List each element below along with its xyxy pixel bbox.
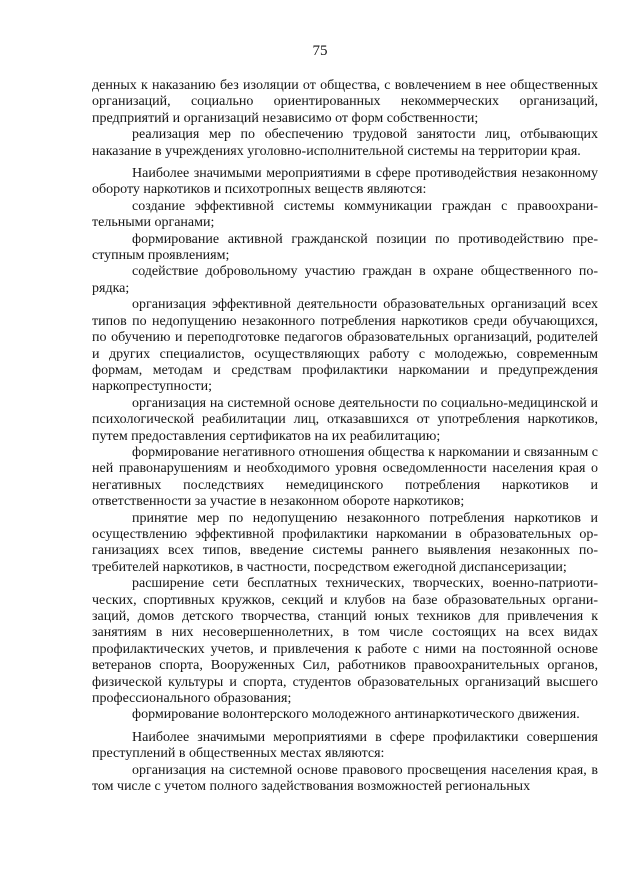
paragraph-negative-attitude: формирование негативного отношения общества к наркомании и связанным с ней правонарушениям и необходимого уровня осведомленности населения края о негативных последствиях немедицинского потребления наркотиков и ответственности за участие в незаконном обороте наркотиков;	[92, 444, 598, 510]
document-body	[92, 78, 598, 795]
paragraph-employment-measures: реализация мер по обеспечению трудовой занятости лиц, отбывающих наказание в учреждениях уголовно-исполнительной системы на территории края.	[92, 127, 598, 159]
paragraph-prevention-schools: принятие мер по недопущению незаконного потребления наркотиков и осуществлению эффективной профилактики наркомании в образовательных организациях всех типов, введение системы раннего выявления незаконных потребителей наркотиков, в частности, посредством ежегодной диспансеризации;	[92, 510, 598, 575]
paragraph-public-places-intro: Наиболее значимыми мероприятиями в сфере профилактики совершения преступлений в общественных местах являются:	[92, 729, 598, 762]
paragraph-volunteer-movement: формирование волонтерского молодежного антинаркотического движения.	[132, 707, 580, 723]
paragraph-communication-system: создание эффективной системы коммуникации граждан с правоохранительными органами;	[92, 198, 598, 231]
paragraph-education-organizations: организация эффективной деятельности образовательных организаций всех типов по недопущению незаконного потребления наркотиков среди обучающихся, по обучению и переподготовке педагогов образовательных организаций, родителей и других специалистов, осуществляющих работу с молодежью, современным формам, методам и средствам профилактики наркомании и предупреждения наркопреступности;	[92, 297, 598, 395]
paragraph-rehabilitation: организация на системной основе деятельности по социально-медицинской и психологической реабилитации лиц, отказавшихся от употребления наркотиков, путем предоставления сертификатов на их реабилитацию;	[92, 395, 598, 444]
paragraph-volunteer-order: содействие добровольному участию граждан в охране общественного порядка;	[92, 264, 598, 296]
paragraph-legal-education: организация на системной основе правового просвещения населения края, в том числе с учетом полного задействования возможностей региональных	[92, 762, 598, 795]
page-number: 75	[312, 43, 328, 59]
paragraph-civic-position: формирование активной гражданской позиции по противодействию преступным проявлениям;	[92, 231, 598, 264]
paragraph-drug-measures-intro: Наиболее значимыми мероприятиями в сфере противодействия незаконному обороту наркотиков и психотропных веществ являются:	[92, 166, 598, 198]
paragraph-continuation: денных к наказанию без изоляции от общества, с вовлечением в нее общественных организаций, социально ориентированных некоммерческих организаций, предприятий и организаций независимо от форм собственности;	[92, 78, 598, 126]
paragraph-clubs-network: расширение сети бесплатных технических, творческих, военно-патриотических, спортивных кружков, секций и клубов на базе образовательных организаций, домов детского творчества, станций юных техников для привлечения к занятиям в них несовершеннолетних, в том числе состоящих на всех видах профилактических учетов, и привлечения к работе с ними на постоянной основе ветеранов спорта, Вооруженных Сил, работников правоохранительных органов, физической культуры и спорта, студентов образовательных организаций высшего профессионального образования;	[92, 576, 598, 707]
